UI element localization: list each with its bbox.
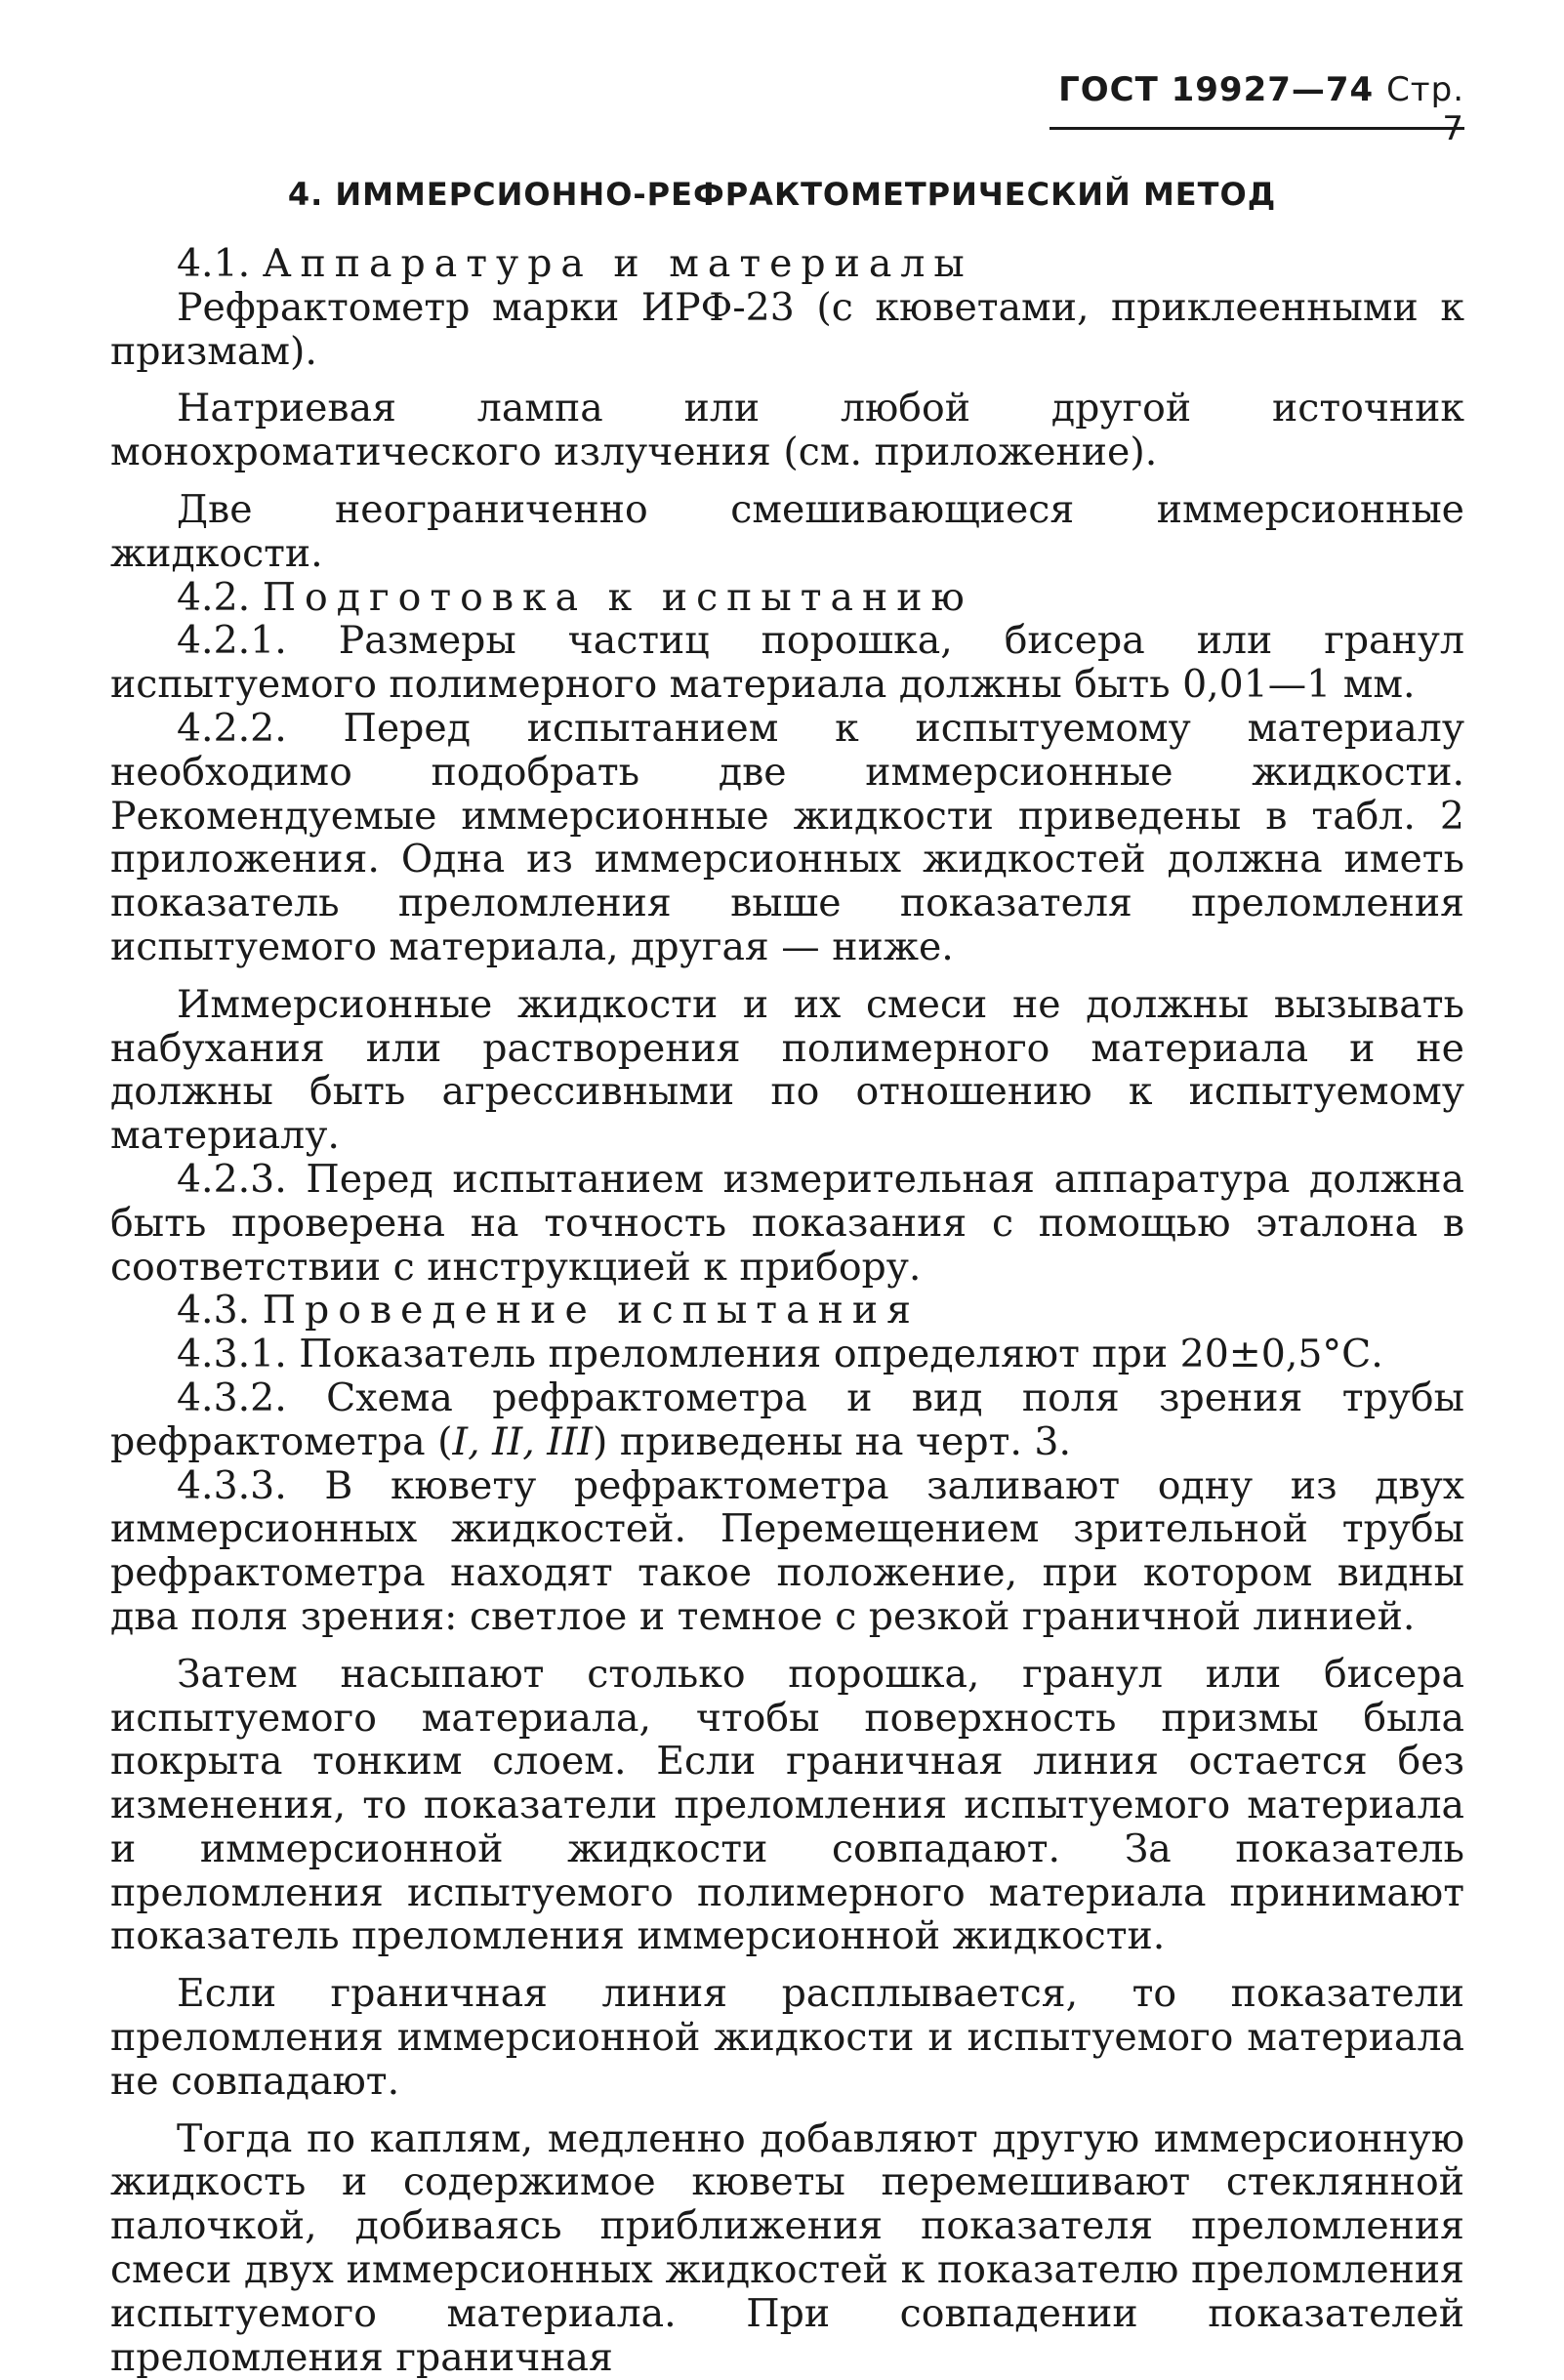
standard-number: ГОСТ 19927—74 (1058, 70, 1375, 109)
paragraph: Две неограниченно смешивающиеся иммерсионные жидкости. (110, 486, 1464, 576)
paragraph (110, 1376, 1464, 1464)
section-title: 4. ИММЕРСИОННО-РЕФРАКТОМЕТРИЧЕСКИЙ МЕТОД (287, 176, 1277, 213)
paragraph: 4.2.1. Размеры частиц порошка, бисера или гранул испытуемого полимерного материала должны быть 0,01—1 мм. (110, 618, 1464, 708)
subsection-number: 4.3. (177, 1288, 251, 1334)
subsection-title: Аппаратура и материалы (262, 241, 973, 286)
paragraph: 4.2.3. Перед испытанием измерительная аппаратура должна быть проверена на точность показания с помощью эталона в соответствии с инструкцией к прибору. (110, 1156, 1464, 1290)
subsection-heading-4-1 (110, 242, 1464, 286)
header-rule (1050, 127, 1464, 130)
subsection-number: 4.2. (177, 574, 251, 620)
italic-figure-labels: I, II, III (452, 1418, 593, 1464)
subsection-number: 4.1. (177, 241, 251, 286)
subsection-title: Подготовка к испытанию (262, 574, 973, 620)
subsection-title: Проведение испытания (262, 1288, 920, 1334)
subsection-heading-4-2 (110, 576, 1464, 620)
paragraph: Рефрактометр марки ИРФ-23 (с кюветами, приклеенными к призмам). (110, 284, 1464, 374)
paragraph: Натриевая лампа или любой другой источник монохроматического излучения (см. приложение). (110, 386, 1464, 475)
paragraph: Затем насыпают столько порошка, гранул или бисера испытуемого материала, чтобы поверхность призмы была покрыта тонким слоем. Если граничная линия остается без изменения, то показатели преломления испытуемого материала и иммерсионной жидкости совпадают. За показатель преломления испытуемого полимерного материала принимают показатель преломления иммерсионной жидкости. (110, 1651, 1464, 1959)
paragraph: Иммерсионные жидкости и их смеси не должны вызывать набухания или растворения полимерного материала и не должны быть агрессивными по отношению к испытуемому материалу. (110, 981, 1464, 1159)
subsection-heading-4-3 (110, 1289, 1464, 1333)
paragraph: Если граничная линия расплывается, то показатели преломления иммерсионной жидкости и испытуемого материала не совпадают. (110, 1971, 1464, 2104)
paragraph-text: ) приведены на черт. 3. (592, 1418, 1072, 1464)
paragraph-text: 4.3.2. Схема рефрактометра и вид поля зрения трубы рефрактометра ( (110, 1375, 1464, 1464)
page-header (1035, 70, 1464, 148)
body-text (110, 242, 1464, 2379)
paragraph: 4.3.3. В кювету рефрактометра заливают одну из двух иммерсионных жидкостей. Перемещением зрительной трубы рефрактометра находят такое положение, при котором видны два поля зрения: светлое и темное с резкой граничной линией. (110, 1462, 1464, 1639)
paragraph: 4.2.2. Перед испытанием к испытуемому материалу необходимо подобрать две иммерсионные жидкости. Рекомендуемые иммерсионные жидкости приведены в табл. 2 приложения. Одна из иммерсионных жидкостей должна иметь показатель преломления выше показателя преломления испытуемого материала, другая — ниже. (110, 705, 1464, 969)
paragraph: Тогда по каплям, медленно добавляют другую иммерсионную жидкость и содержимое кюветы перемешивают стеклянной палочкой, добиваясь приближения показателя преломления смеси двух иммерсионных жидкостей к показателю преломления испытуемого материала. При совпадении показателей преломления граничная (110, 2115, 1464, 2380)
paragraph: 4.3.1. Показатель преломления определяют при 20±0,5°С. (177, 1332, 1383, 1377)
page-number: Стр. 7 (1386, 70, 1464, 148)
